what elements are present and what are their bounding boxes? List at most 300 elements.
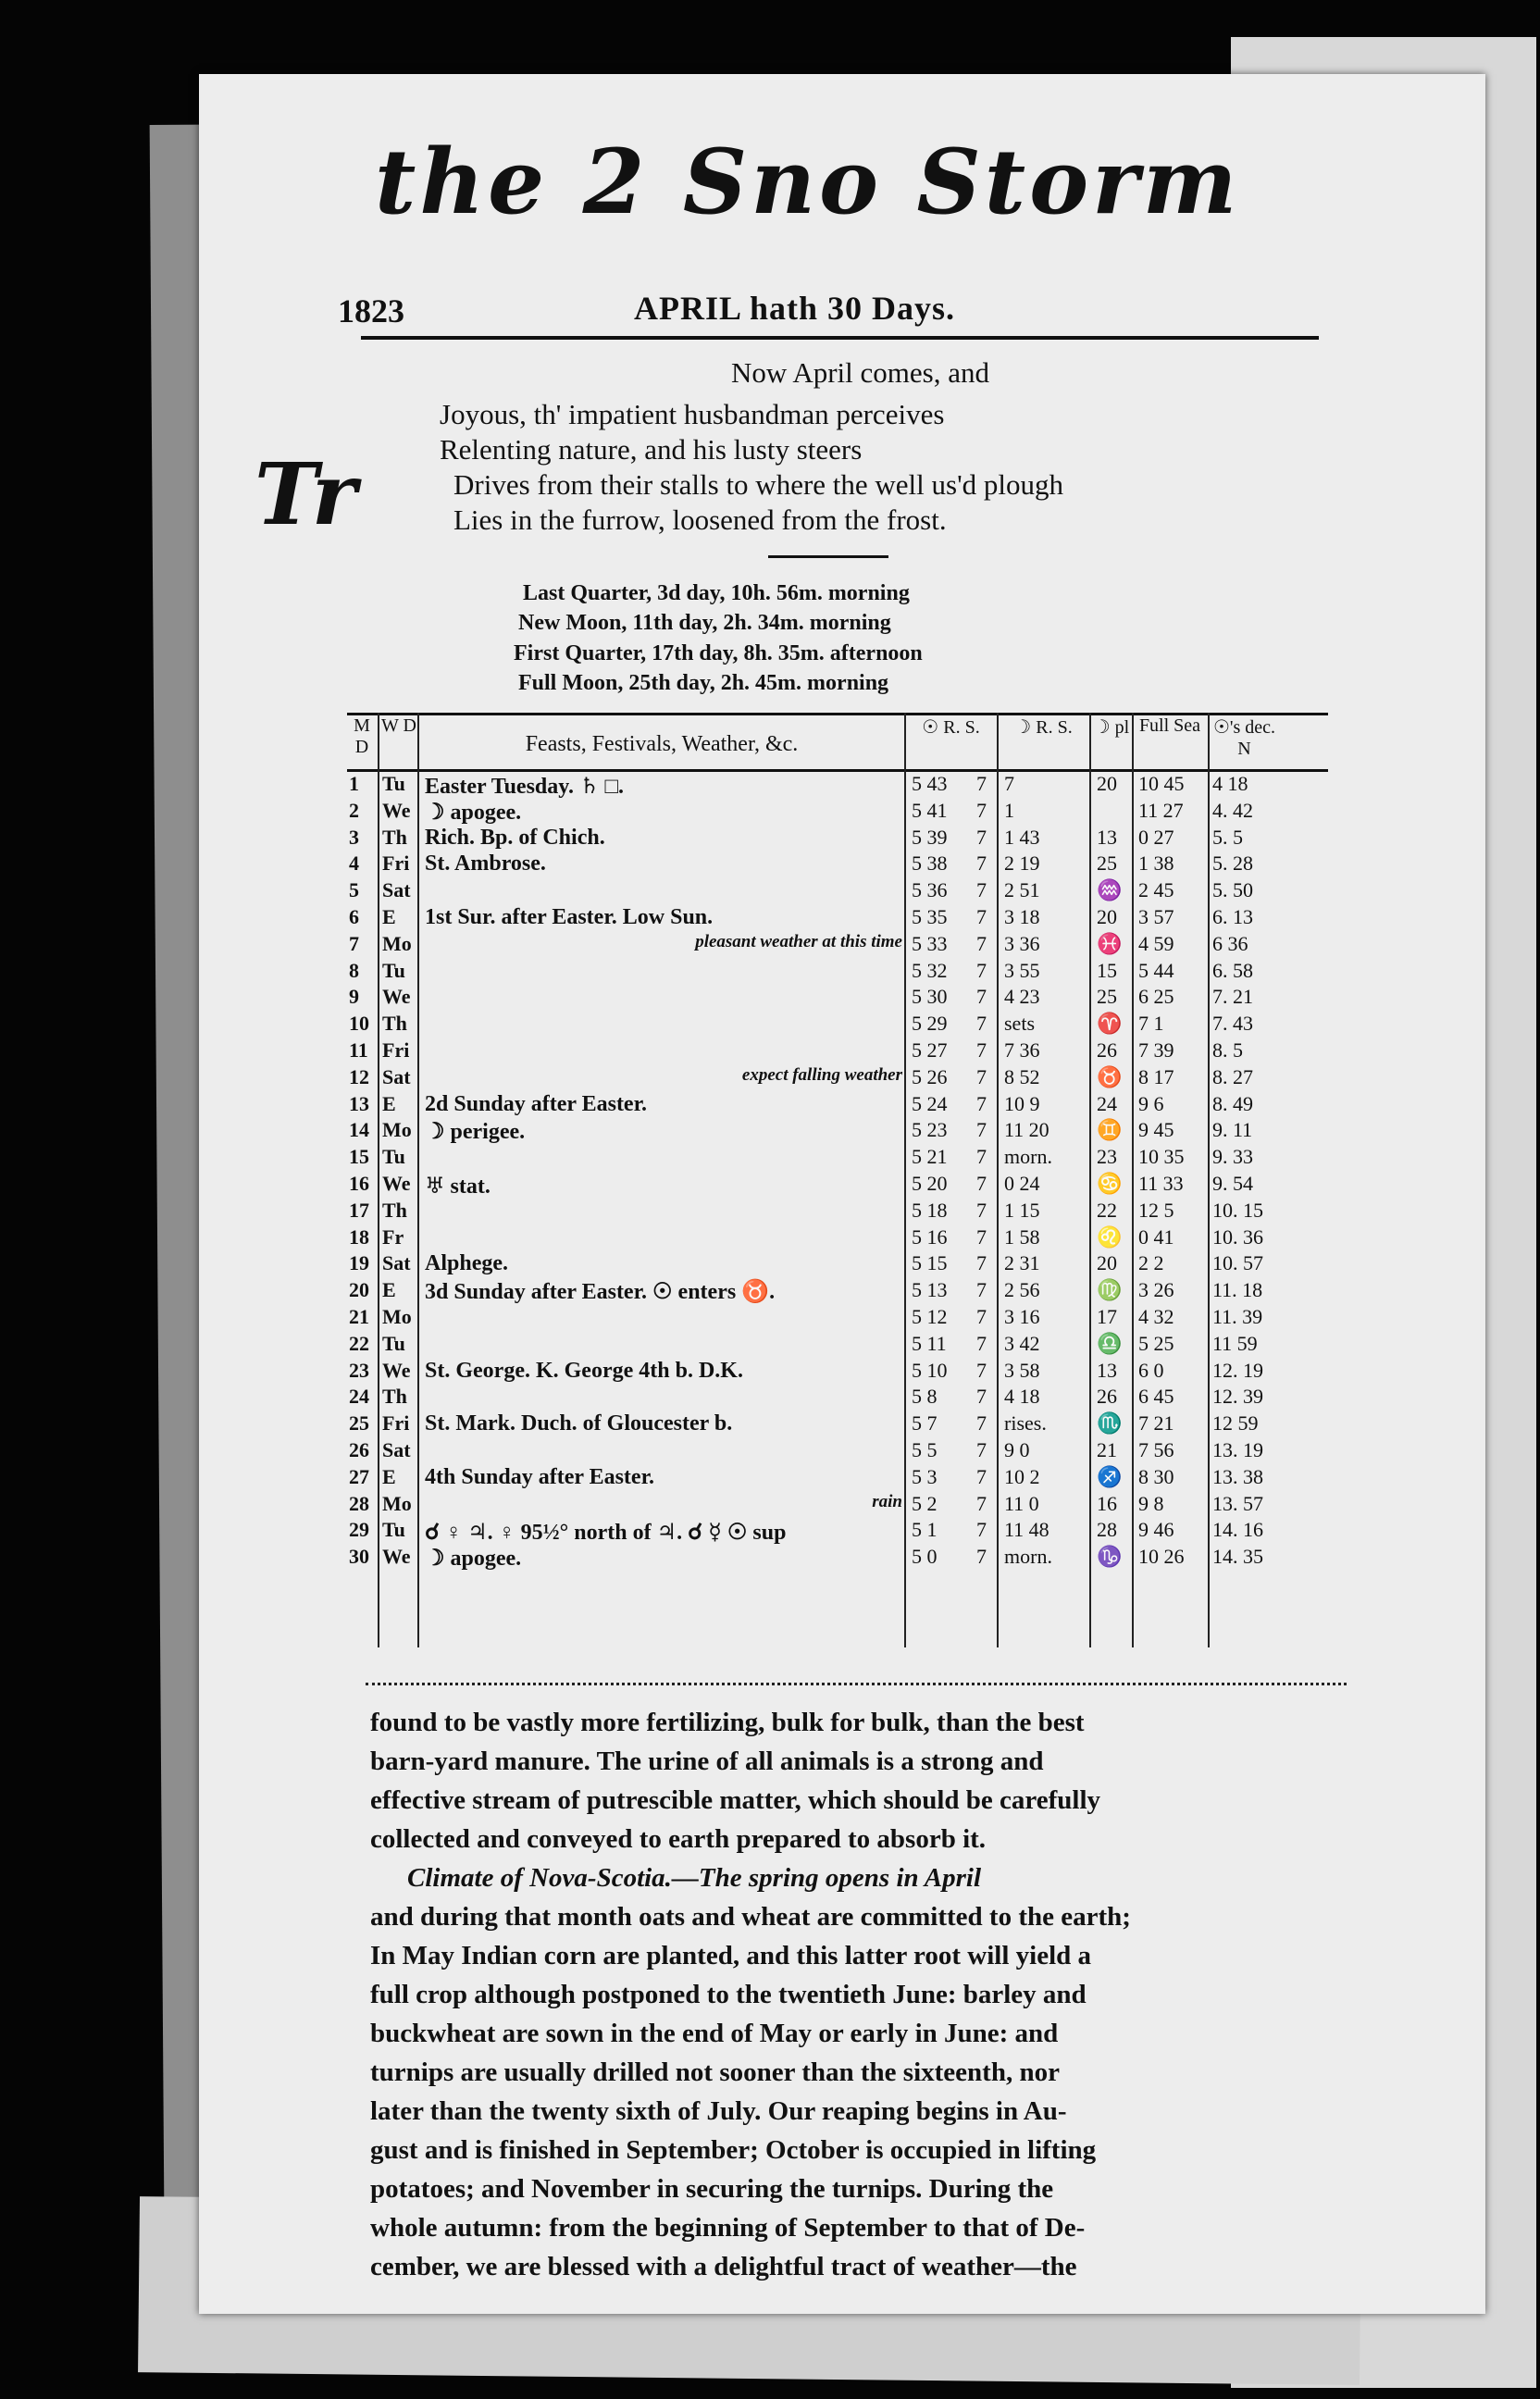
sun-declination: 6. 13 — [1212, 905, 1253, 928]
poem-rule — [768, 555, 888, 558]
sun-rise: 5 12 — [912, 1305, 948, 1328]
day-number: 16 — [349, 1172, 369, 1195]
table-row — [347, 1145, 1328, 1172]
sun-rise: 5 38 — [912, 851, 948, 876]
feast-text: Easter Tuesday. ♄ □. — [425, 775, 624, 799]
sun-rise: 5 32 — [912, 958, 948, 982]
sun-rise: 5 20 — [912, 1172, 948, 1195]
sun-rise: 5 29 — [912, 1012, 948, 1036]
moon-place: 26 — [1097, 1038, 1117, 1062]
moon-time: 7 — [1004, 772, 1014, 795]
moon-place: ♐ — [1097, 1464, 1123, 1488]
day-number: 19 — [349, 1251, 369, 1275]
moon-place: 20 — [1097, 772, 1117, 795]
feast-text: ♅ stat. — [425, 1175, 491, 1199]
full-sea: 12 5 — [1138, 1198, 1174, 1222]
day-number: 24 — [349, 1385, 369, 1409]
full-sea: 9 46 — [1138, 1518, 1174, 1542]
feast-text: rain — [872, 1491, 902, 1511]
weekday: Sat — [382, 1064, 411, 1088]
sun-set: 7 — [976, 1305, 987, 1328]
sun-declination: 5. 5 — [1212, 825, 1243, 849]
moon-place: 25 — [1097, 851, 1117, 876]
sun-set: 7 — [976, 1145, 987, 1169]
day-number: 3 — [349, 825, 359, 849]
weekday: E — [382, 1464, 396, 1488]
moon-phase: First Quarter, 17th day, 8h. 35m. afternoon — [514, 641, 923, 665]
sun-declination: 12 59 — [1212, 1411, 1259, 1436]
day-number: 28 — [349, 1491, 369, 1515]
table-row — [347, 1385, 1328, 1411]
column-divider — [997, 713, 999, 1647]
moon-time: 2 19 — [1004, 851, 1040, 876]
sun-rise: 5 0 — [912, 1545, 938, 1569]
full-sea: 0 41 — [1138, 1224, 1174, 1249]
sun-set: 7 — [976, 1358, 987, 1382]
feast-text: expect falling weather — [741, 1064, 902, 1085]
table-row — [347, 1545, 1328, 1572]
moon-time: 10 2 — [1004, 1464, 1040, 1488]
moon-time: 1 58 — [1004, 1224, 1040, 1249]
moon-time: 1 — [1004, 798, 1014, 822]
moon-time: 1 43 — [1004, 825, 1040, 849]
sun-declination: 5. 50 — [1212, 878, 1253, 902]
moon-place: ♍ — [1097, 1278, 1123, 1302]
table-row — [347, 1332, 1328, 1359]
header-full-sea: Full Sea — [1138, 715, 1201, 736]
table-row — [347, 1305, 1328, 1332]
sun-declination: 11. 18 — [1212, 1278, 1263, 1302]
sun-rise: 5 16 — [912, 1224, 948, 1249]
year: 1823 — [338, 292, 404, 329]
almanac-page — [199, 74, 1485, 2314]
sun-set: 7 — [976, 931, 987, 955]
weekday: Tu — [382, 1145, 405, 1169]
moon-place: 15 — [1097, 958, 1117, 982]
sun-rise: 5 1 — [912, 1518, 938, 1542]
day-number: 27 — [349, 1464, 369, 1488]
weekday: Mo — [382, 1118, 412, 1142]
moon-place: 25 — [1097, 985, 1117, 1009]
weekday: We — [382, 798, 411, 822]
sun-set: 7 — [976, 1064, 987, 1088]
weekday: Mo — [382, 931, 412, 955]
header-moon: ☽ R. S. — [1014, 717, 1073, 738]
sun-set: 7 — [976, 878, 987, 902]
header-moon-place: ☽ pl — [1093, 717, 1130, 738]
table-row — [347, 1438, 1328, 1465]
sun-rise: 5 33 — [912, 931, 948, 955]
sun-rise: 5 27 — [912, 1038, 948, 1062]
sun-set: 7 — [976, 1518, 987, 1542]
moon-place: 26 — [1097, 1385, 1117, 1409]
moon-place: ♏ — [1097, 1411, 1123, 1436]
table-bottom-rule — [366, 1683, 1347, 1685]
sun-rise: 5 43 — [912, 772, 948, 795]
sun-set: 7 — [976, 1012, 987, 1036]
sun-set: 7 — [976, 1224, 987, 1249]
sun-rise: 5 39 — [912, 825, 948, 849]
moon-phase: Last Quarter, 3d day, 10h. 56m. morning — [523, 581, 910, 605]
moon-place: 20 — [1097, 1251, 1117, 1275]
sun-declination: 6 36 — [1212, 931, 1248, 955]
full-sea: 7 1 — [1138, 1012, 1164, 1036]
sun-rise: 5 3 — [912, 1464, 938, 1488]
sun-set: 7 — [976, 1251, 987, 1275]
sun-rise: 5 5 — [912, 1438, 938, 1461]
moon-place: 21 — [1097, 1438, 1117, 1461]
feast-text: 4th Sunday after Easter. — [425, 1464, 655, 1489]
moon-place: 28 — [1097, 1518, 1117, 1542]
weekday: Tu — [382, 1331, 405, 1355]
moon-place: 13 — [1097, 1358, 1117, 1382]
moon-phase: New Moon, 11th day, 2h. 34m. morning — [518, 611, 891, 635]
full-sea: 9 6 — [1138, 1091, 1164, 1115]
full-sea: 11 33 — [1138, 1172, 1184, 1195]
column-divider — [417, 713, 419, 1647]
sun-declination: 13. 38 — [1212, 1464, 1263, 1488]
body-line: full crop although postponed to the twentieth June: barley and — [370, 1980, 1087, 2009]
sun-rise: 5 15 — [912, 1251, 948, 1275]
sun-declination: 6. 58 — [1212, 958, 1253, 982]
body-line: barn-yard manure. The urine of all animals is a strong and — [370, 1746, 1044, 1776]
sun-set: 7 — [976, 985, 987, 1009]
feast-text: 1st Sur. after Easter. Low Sun. — [425, 905, 714, 929]
day-number: 20 — [349, 1278, 369, 1302]
margin-handwriting: Tr — [255, 444, 357, 544]
table-row — [347, 1465, 1328, 1492]
sun-declination: 7. 21 — [1212, 985, 1253, 1009]
full-sea: 6 45 — [1138, 1385, 1174, 1409]
feast-text: ☽ perigee. — [425, 1120, 526, 1145]
full-sea: 6 0 — [1138, 1358, 1164, 1382]
sun-set: 7 — [976, 1038, 987, 1062]
moon-time: 4 23 — [1004, 985, 1040, 1009]
sun-rise: 5 10 — [912, 1358, 948, 1382]
moon-place: 24 — [1097, 1091, 1117, 1115]
sun-set: 7 — [976, 1491, 987, 1515]
sun-set: 7 — [976, 772, 987, 795]
sun-declination: 4. 42 — [1212, 798, 1253, 822]
full-sea: 2 2 — [1138, 1251, 1164, 1275]
day-number: 7 — [349, 931, 359, 955]
weekday: Mo — [382, 1305, 412, 1328]
sun-rise: 5 21 — [912, 1145, 948, 1169]
full-sea: 4 59 — [1138, 931, 1174, 955]
full-sea: 8 17 — [1138, 1064, 1174, 1088]
table-row — [347, 799, 1328, 826]
poem-line: Lies in the furrow, loosened from the frost. — [453, 503, 947, 536]
sun-set: 7 — [976, 1118, 987, 1142]
sun-declination: 11. 39 — [1212, 1305, 1263, 1328]
calendar-table — [347, 713, 1328, 1647]
moon-place: ♑ — [1097, 1545, 1123, 1569]
feast-text: ☽ apogee. — [425, 1547, 522, 1572]
weekday: E — [382, 1278, 396, 1302]
weekday: Tu — [382, 772, 405, 795]
sun-set: 7 — [976, 1331, 987, 1355]
day-number: 10 — [349, 1012, 369, 1036]
sun-set: 7 — [976, 905, 987, 928]
moon-place: 23 — [1097, 1145, 1117, 1169]
feast-text: 2d Sunday after Easter. — [425, 1091, 648, 1116]
full-sea: 6 25 — [1138, 985, 1174, 1009]
sun-rise: 5 11 — [912, 1331, 947, 1355]
table-row — [347, 1492, 1328, 1519]
column-divider — [1089, 713, 1091, 1647]
sun-set: 7 — [976, 958, 987, 982]
full-sea: 10 26 — [1138, 1545, 1185, 1569]
table-row — [347, 1092, 1328, 1119]
moon-place: 22 — [1097, 1198, 1117, 1222]
header-feasts: Feasts, Festivals, Weather, &c. — [525, 732, 799, 756]
sun-declination: 8. 5 — [1212, 1038, 1243, 1062]
body-line: turnips are usually drilled not sooner than the sixteenth, nor — [370, 2057, 1060, 2087]
sun-rise: 5 8 — [912, 1385, 938, 1409]
table-row — [347, 1225, 1328, 1252]
body-text — [370, 1708, 1342, 2291]
moon-time: 3 42 — [1004, 1331, 1040, 1355]
sun-declination: 9. 33 — [1212, 1145, 1253, 1169]
column-divider — [1132, 713, 1134, 1647]
moon-time: 9 0 — [1004, 1438, 1030, 1461]
body-line: potatoes; and November in securing the turnips. During the — [370, 2174, 1054, 2204]
sun-declination: 8. 27 — [1212, 1064, 1253, 1088]
sun-declination: 10. 36 — [1212, 1224, 1263, 1249]
weekday: Th — [382, 1385, 407, 1409]
sun-declination: 9. 54 — [1212, 1172, 1253, 1195]
moon-time: 8 52 — [1004, 1064, 1040, 1088]
day-number: 21 — [349, 1305, 369, 1328]
body-line: whole autumn: from the beginning of September to that of De- — [370, 2213, 1086, 2243]
moon-time: 2 51 — [1004, 878, 1040, 902]
moon-time: rises. — [1004, 1411, 1047, 1436]
sun-rise: 5 7 — [912, 1411, 938, 1436]
full-sea: 7 56 — [1138, 1438, 1174, 1461]
sun-declination: 12. 19 — [1212, 1358, 1263, 1382]
full-sea: 5 25 — [1138, 1331, 1174, 1355]
full-sea: 9 8 — [1138, 1491, 1164, 1515]
sun-set: 7 — [976, 798, 987, 822]
feast-text: pleasant weather at this time — [695, 931, 902, 951]
header-week-day: W D — [381, 715, 416, 736]
moon-time: 11 48 — [1004, 1518, 1049, 1542]
moon-place: ♈ — [1097, 1012, 1123, 1036]
weekday: We — [382, 985, 411, 1009]
handwritten-title: the 2 Sno Storm — [375, 130, 1241, 234]
full-sea: 0 27 — [1138, 825, 1174, 849]
table-row — [347, 851, 1328, 878]
day-number: 12 — [349, 1064, 369, 1088]
moon-place: ♊ — [1097, 1118, 1123, 1142]
sun-declination: 13. 19 — [1212, 1438, 1263, 1461]
day-number: 22 — [349, 1331, 369, 1355]
poem-line: Joyous, th' impatient husbandman perceives — [440, 398, 945, 430]
full-sea: 11 27 — [1138, 798, 1184, 822]
table-header — [347, 713, 1328, 772]
table-row — [347, 905, 1328, 932]
header-sun-declination: ☉'s dec. N — [1212, 717, 1276, 759]
moon-time: 7 36 — [1004, 1038, 1040, 1062]
sun-rise: 5 18 — [912, 1198, 948, 1222]
feast-text: ☽ apogee. — [425, 800, 522, 825]
body-line: cember, we are blessed with a delightful tract of weather—the — [370, 2252, 1077, 2281]
day-number: 5 — [349, 878, 359, 902]
moon-place: ♓ — [1097, 931, 1123, 955]
feast-text: St. George. K. George 4th b. D.K. — [425, 1358, 743, 1383]
moon-place: ♉ — [1097, 1064, 1123, 1088]
moon-phase: Full Moon, 25th day, 2h. 45m. morning — [518, 671, 889, 695]
sun-set: 7 — [976, 825, 987, 849]
sun-rise: 5 35 — [912, 905, 948, 928]
weekday: Sat — [382, 1438, 411, 1461]
day-number: 11 — [349, 1038, 368, 1062]
weekday: Fri — [382, 1411, 410, 1436]
weekday: Fr — [382, 1224, 404, 1249]
table-row — [347, 985, 1328, 1012]
moon-time: 10 9 — [1004, 1091, 1040, 1115]
sun-set: 7 — [976, 1438, 987, 1461]
day-number: 18 — [349, 1224, 369, 1249]
sun-rise: 5 41 — [912, 798, 948, 822]
table-row — [347, 826, 1328, 852]
feast-text: ☌ ♀ ♃. ♀ 95½° north of ♃. ☌ ☿ ☉ sup — [425, 1521, 787, 1546]
sun-set: 7 — [976, 1278, 987, 1302]
header-month-day: M D — [354, 715, 370, 757]
moon-time: 3 16 — [1004, 1305, 1040, 1328]
sun-declination: 10. 57 — [1212, 1251, 1263, 1275]
moon-time: 11 0 — [1004, 1491, 1039, 1515]
sun-declination: 12. 39 — [1212, 1385, 1263, 1409]
weekday: Sat — [382, 1251, 411, 1275]
day-number: 25 — [349, 1411, 369, 1436]
body-line: gust and is finished in September; October is occupied in lifting — [370, 2135, 1097, 2165]
moon-place: 13 — [1097, 825, 1117, 849]
day-number: 4 — [349, 851, 359, 876]
sun-declination: 11 59 — [1212, 1331, 1258, 1355]
weekday: We — [382, 1172, 411, 1195]
header-sun: ☉ R. S. — [922, 717, 980, 738]
day-number: 17 — [349, 1198, 369, 1222]
weekday: Mo — [382, 1491, 412, 1515]
day-number: 8 — [349, 958, 359, 982]
sun-rise: 5 23 — [912, 1118, 948, 1142]
weekday: Fri — [382, 1038, 410, 1062]
weekday: Sat — [382, 878, 411, 902]
sun-set: 7 — [976, 1411, 987, 1436]
sun-declination: 4 18 — [1212, 772, 1248, 795]
sun-set: 7 — [976, 851, 987, 876]
full-sea: 3 57 — [1138, 905, 1174, 928]
poem-line: Drives from their stalls to where the well us'd plough — [453, 468, 1064, 501]
sun-set: 7 — [976, 1198, 987, 1222]
table-row — [347, 1199, 1328, 1225]
body-line: In May Indian corn are planted, and this latter root will yield a — [370, 1941, 1092, 1970]
sun-rise: 5 36 — [912, 878, 948, 902]
sun-rise: 5 24 — [912, 1091, 948, 1115]
moon-time: 3 55 — [1004, 958, 1040, 982]
full-sea: 1 38 — [1138, 851, 1174, 876]
poem-line: Now April comes, and — [731, 356, 989, 389]
moon-place: 20 — [1097, 905, 1117, 928]
moon-time: sets — [1004, 1012, 1035, 1036]
sun-declination: 14. 35 — [1212, 1545, 1263, 1569]
body-line: effective stream of putrescible matter, which should be carefully — [370, 1785, 1101, 1815]
weekday: Tu — [382, 1518, 405, 1542]
feast-text: Rich. Bp. of Chich. — [425, 825, 605, 850]
sun-declination: 8. 49 — [1212, 1091, 1253, 1115]
sun-rise: 5 13 — [912, 1278, 948, 1302]
body-line: Climate of Nova-Scotia.—The spring opens in April — [407, 1863, 982, 1893]
full-sea: 2 45 — [1138, 878, 1174, 902]
moon-time: 2 31 — [1004, 1251, 1040, 1275]
header-rule — [361, 336, 1319, 340]
full-sea: 8 30 — [1138, 1464, 1174, 1488]
table-row — [347, 1359, 1328, 1386]
sun-set: 7 — [976, 1385, 987, 1409]
body-line: found to be vastly more fertilizing, bulk for bulk, than the best — [370, 1708, 1085, 1737]
day-number: 2 — [349, 798, 359, 822]
moon-place: 17 — [1097, 1305, 1117, 1328]
moon-place: 16 — [1097, 1491, 1117, 1515]
weekday: We — [382, 1545, 411, 1569]
body-line: later than the twenty sixth of July. Our reaping begins in Au- — [370, 2096, 1067, 2126]
moon-place: ♌ — [1097, 1224, 1123, 1249]
full-sea: 5 44 — [1138, 958, 1174, 982]
moon-time: 1 15 — [1004, 1198, 1040, 1222]
moon-time: 11 20 — [1004, 1118, 1049, 1142]
sun-set: 7 — [976, 1545, 987, 1569]
day-number: 13 — [349, 1091, 369, 1115]
sun-declination: 14. 16 — [1212, 1518, 1263, 1542]
page-title: APRIL hath 30 Days. — [634, 290, 956, 327]
day-number: 26 — [349, 1438, 369, 1461]
body-line: collected and conveyed to earth prepared to absorb it. — [370, 1824, 987, 1854]
weekday: Tu — [382, 958, 405, 982]
weekday: E — [382, 905, 396, 928]
full-sea: 10 45 — [1138, 772, 1185, 795]
moon-time: 3 58 — [1004, 1358, 1040, 1382]
table-row — [347, 1065, 1328, 1092]
sun-set: 7 — [976, 1091, 987, 1115]
table-row — [347, 932, 1328, 959]
day-number: 9 — [349, 985, 359, 1009]
sun-declination: 7. 43 — [1212, 1012, 1253, 1036]
full-sea: 3 26 — [1138, 1278, 1174, 1302]
moon-time: 0 24 — [1004, 1172, 1040, 1195]
sun-rise: 5 30 — [912, 985, 948, 1009]
day-number: 23 — [349, 1358, 369, 1382]
full-sea: 9 45 — [1138, 1118, 1174, 1142]
feast-text: St. Ambrose. — [425, 851, 546, 876]
moon-time: morn. — [1004, 1145, 1052, 1169]
sun-set: 7 — [976, 1172, 987, 1195]
column-divider — [1208, 713, 1210, 1647]
moon-place: ♒ — [1097, 878, 1123, 902]
full-sea: 7 39 — [1138, 1038, 1174, 1062]
table-row — [347, 878, 1328, 905]
full-sea: 4 32 — [1138, 1305, 1174, 1328]
table-row — [347, 959, 1328, 986]
sun-declination: 5. 28 — [1212, 851, 1253, 876]
sun-rise: 5 26 — [912, 1064, 948, 1088]
moon-place: ♎ — [1097, 1331, 1123, 1355]
weekday: Th — [382, 1198, 407, 1222]
sun-set: 7 — [976, 1464, 987, 1488]
sun-declination: 9. 11 — [1212, 1118, 1253, 1142]
table-row — [347, 1172, 1328, 1199]
table-row — [347, 1278, 1328, 1305]
